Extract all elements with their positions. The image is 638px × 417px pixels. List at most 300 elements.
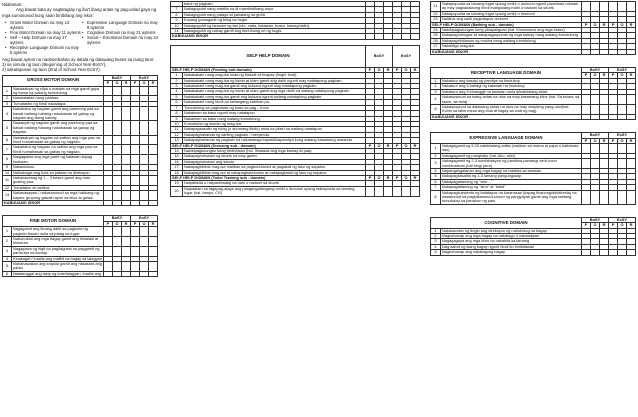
por-header-p: P <box>131 81 140 86</box>
score-cell[interactable] <box>103 246 112 256</box>
item-number: 12 <box>3 185 12 190</box>
score-cell[interactable] <box>599 250 608 255</box>
score-cell[interactable] <box>581 159 590 169</box>
item-text: Nakakakain nang mag-isa ng kanin at ulam gamit ang mga daliri na walang natatapong pagkain. <box>183 89 366 94</box>
item-number: 9 <box>171 18 183 23</box>
score-cell[interactable] <box>618 250 627 255</box>
score-cell[interactable] <box>121 121 130 135</box>
eosy-header: EoSY <box>609 68 636 73</box>
por-header-o: O <box>402 67 411 72</box>
score-cell[interactable] <box>103 145 112 155</box>
por-header-o: O <box>591 22 600 27</box>
score-cell[interactable] <box>609 104 618 114</box>
score-cell[interactable] <box>149 191 158 201</box>
por-header-o: O <box>140 221 149 226</box>
score-cell[interactable] <box>121 227 130 237</box>
score-cell[interactable] <box>627 104 636 114</box>
score-cell[interactable] <box>609 250 618 255</box>
score-cell[interactable] <box>140 262 149 272</box>
por-header-r: R <box>411 175 420 180</box>
score-cell[interactable] <box>149 155 158 165</box>
item-text: Kusang gumuguhit ng bilog na hugis. <box>183 18 366 23</box>
score-cell[interactable] <box>140 236 149 246</box>
item-text: Nakaaakyat ng hagdan na salitan ang mga paa na hindi humahawak sa gabay ng hagdan. <box>12 135 104 145</box>
item-text: Nakakakain nang mag-isa ng kanin at ulam gamit ang daliri ngunit may natatapong pagkain. <box>183 78 366 83</box>
score-cell[interactable] <box>393 34 402 39</box>
item-number: 9 <box>3 165 12 170</box>
item-text: Nakainom sa baso nang walang tumutulong. <box>183 116 366 121</box>
item-text: Nakasusunod sa dalawang antas na utos na may simpleng pang-ukol(hal. Kunin sa lalim mesa ang bola at ilagay sa loob ng bag). <box>441 104 582 114</box>
item-number: 5 <box>431 104 441 114</box>
score-cell[interactable] <box>140 200 149 205</box>
item-text: Nakaturo ang 5 binanggit na larawan mula ipinakikitang aklat. <box>441 89 582 94</box>
intro-eosy-text: 2) sakatapusan ng taon (End of School Year EoSY). <box>2 67 101 73</box>
score-cell[interactable] <box>581 190 590 204</box>
item-text: Nakapaghuhubad ang sando. <box>183 159 366 164</box>
item-text: Naaakyat ng hagdan gamit ang parehong paa sa bawat baitang habang nakahawak sa gabay ng hagdan. <box>12 121 104 135</box>
score-cell[interactable] <box>582 2 591 12</box>
score-cell[interactable] <box>149 227 158 237</box>
score-cell[interactable] <box>140 135 149 145</box>
por-header-p: P <box>609 73 618 78</box>
score-cell[interactable] <box>627 49 636 54</box>
item-number: 3 <box>171 84 183 89</box>
score-cell[interactable] <box>103 262 112 272</box>
item-text: Nakakakain nang mag-isa gamit ang kutsara ngunit may natatapong pagkain. <box>183 84 366 89</box>
score-cell[interactable] <box>609 49 618 54</box>
item-text: Nakikipagtulungan kung binibihisan (hal. Itinataas ang mga kamay at paa). <box>183 148 366 153</box>
item-text: Nakalalakad nang paatras. <box>12 96 104 101</box>
score-cell[interactable] <box>103 271 112 276</box>
score-cell[interactable] <box>140 271 149 276</box>
score-cell[interactable] <box>402 186 411 196</box>
score-cell[interactable] <box>112 121 121 135</box>
score-cell[interactable] <box>590 190 599 204</box>
expressive-language-table <box>430 132 636 205</box>
por-header-p: P <box>131 221 140 226</box>
item-number: 3 <box>431 159 441 169</box>
item-text: Naghahanap ang nakatagong bagay <box>441 250 582 255</box>
score-cell[interactable] <box>112 155 121 165</box>
item-number: 4 <box>3 107 12 121</box>
item-number: 1 <box>171 73 183 78</box>
por-header-p: P <box>103 81 112 86</box>
score-cell[interactable] <box>140 155 149 165</box>
item-text: Nakagagamit ng 5 20 nakikilalang salita (maliban sa mama at papa o katinlulad nito) <box>441 143 582 153</box>
score-cell[interactable] <box>131 107 140 121</box>
por-header-r: R <box>383 143 392 148</box>
column-1 <box>2 2 158 277</box>
item-text: Nakasundan ng tingin ang direksyon ng nahuhulog na bagay <box>441 228 582 233</box>
score-cell[interactable] <box>618 190 627 204</box>
item-number: 5 <box>171 94 183 99</box>
score-cell[interactable] <box>103 200 112 205</box>
score-cell[interactable] <box>112 145 121 155</box>
item-number: 5 <box>3 121 12 135</box>
score-cell[interactable] <box>103 236 112 246</box>
item-text: Nakaguguhit ng bahay gamit ang iba't-ibang uri ng hugis. <box>183 29 366 34</box>
total-row <box>431 114 636 119</box>
score-cell[interactable] <box>140 191 149 201</box>
score-cell[interactable] <box>627 190 636 204</box>
score-cell[interactable] <box>627 143 636 153</box>
item-text: Nakaguguhit ng larawan ng tao (ulo, mata, katawan, braso, kamay/daliri). <box>183 23 366 28</box>
domain-list-item: • Receptive Language Domain na may 5 aytems <box>4 45 81 55</box>
expressive-row <box>431 190 636 204</box>
score-cell[interactable] <box>112 175 121 185</box>
intro-title: Nilalaman: <box>2 2 23 7</box>
item-text: Nakaguguhit nang patayo at pahalang na guhit. <box>183 12 366 17</box>
score-cell[interactable] <box>103 227 112 237</box>
por-header-o: O <box>590 73 599 78</box>
score-cell[interactable] <box>599 159 608 169</box>
item-text: Nakaturo ang 5 bahagi ng katawan na tinutukoy. <box>441 84 582 89</box>
item-number: 4 <box>3 256 12 261</box>
score-cell[interactable] <box>384 34 393 39</box>
total-label: KABUUANG ISKOR <box>431 49 582 54</box>
score-cell[interactable] <box>121 262 130 272</box>
item-text: Nagagawa ng higit na pagkagusto sa paggamit ng particular na kamay. <box>12 246 104 256</box>
item-text: Nakaliligo mag-isa <box>441 44 582 49</box>
score-cell[interactable] <box>609 143 618 153</box>
item-number: 22 <box>431 11 441 16</box>
score-cell[interactable] <box>140 145 149 155</box>
score-cell[interactable] <box>149 135 158 145</box>
item-number: 13 <box>171 138 183 143</box>
score-cell[interactable] <box>131 246 140 256</box>
score-cell[interactable] <box>121 135 130 145</box>
por-header-p: P <box>393 175 402 180</box>
header-row <box>171 45 420 67</box>
score-cell[interactable] <box>149 145 158 155</box>
score-cell[interactable] <box>121 191 130 201</box>
score-cell[interactable] <box>112 86 121 96</box>
score-cell[interactable] <box>599 104 608 114</box>
domain-list-item: • Cognitive Domain na may 21 aytems <box>81 30 158 35</box>
item-text: Nakapagsasalin ng tubig (o anumang likido) mula sa pitsel na walang natatapon. <box>183 127 366 132</box>
total-row <box>431 49 636 54</box>
eosy-header: EoSY <box>131 75 158 80</box>
item-number: 8 <box>171 111 183 116</box>
score-cell[interactable] <box>149 246 158 256</box>
score-cell[interactable] <box>103 121 112 135</box>
gross-motor-row <box>3 191 158 201</box>
item-number: 21 <box>431 2 441 12</box>
item-text: Nakasusunod sa isang antas na utos na may kasamang kilos (hal. Sa bulaw, sa tasim, sa bola) <box>441 95 582 105</box>
score-cell[interactable] <box>131 145 140 155</box>
score-cell[interactable] <box>582 49 591 54</box>
por-header-p: P <box>365 143 374 148</box>
gross-motor-row <box>3 86 158 96</box>
item-number: 18 <box>171 170 183 175</box>
score-cell[interactable] <box>149 236 158 246</box>
score-cell[interactable] <box>590 250 599 255</box>
score-cell[interactable] <box>618 159 627 169</box>
score-cell[interactable] <box>121 200 130 205</box>
domain-list-item: • Fine Motor Domain na may 11 aytems <box>4 30 81 35</box>
item-number: 6 <box>431 179 441 184</box>
score-cell[interactable] <box>374 186 383 196</box>
score-cell[interactable] <box>131 155 140 165</box>
score-cell[interactable] <box>618 114 627 119</box>
score-cell[interactable] <box>149 271 158 276</box>
score-cell[interactable] <box>581 95 590 105</box>
eosy-header: EoSY <box>131 216 158 221</box>
por-header-p: P <box>393 67 402 72</box>
item-text: Nakakakain nang mag-isa lulad ng biskwit at tinapay (finger food). <box>183 73 366 78</box>
score-cell[interactable] <box>103 155 112 165</box>
gross-motor-table <box>2 75 158 207</box>
score-cell[interactable] <box>121 175 130 185</box>
score-cell[interactable] <box>131 175 140 185</box>
item-text: Nakalulukso. <box>12 165 104 170</box>
score-cell[interactable] <box>581 114 590 119</box>
score-cell[interactable] <box>383 186 392 196</box>
score-cell[interactable] <box>402 34 411 39</box>
score-cell[interactable] <box>121 271 130 276</box>
score-cell[interactable] <box>609 114 618 119</box>
por-header-r: R <box>383 175 392 180</box>
domain-list-item: • Social – Emotional Domain na may 24 aytems <box>81 35 158 45</box>
item-number: 25 <box>431 33 441 38</box>
por-header-r: R <box>383 67 392 72</box>
score-cell[interactable] <box>103 86 112 96</box>
fine-motor-row <box>3 227 158 237</box>
score-cell[interactable] <box>140 86 149 96</box>
score-cell[interactable] <box>600 49 609 54</box>
score-cell[interactable] <box>149 121 158 135</box>
por-header-o: O <box>374 143 383 148</box>
item-number: 19 <box>171 181 183 186</box>
eosy-header: EoSY <box>609 133 636 138</box>
item-number: 6 <box>171 100 183 105</box>
por-header-r: R <box>411 67 420 72</box>
score-cell[interactable] <box>599 95 608 105</box>
fine-motor-row <box>3 262 158 272</box>
item-number: 7 <box>431 185 441 190</box>
score-cell[interactable] <box>411 34 420 39</box>
score-cell[interactable] <box>112 236 121 246</box>
intro-bosy-text: 1) sa simula ng taon (Beginning of School Year-BoSY), <box>2 62 107 68</box>
score-cell[interactable] <box>365 186 374 196</box>
score-cell[interactable] <box>131 135 140 145</box>
gross-motor-row <box>3 175 158 185</box>
score-cell[interactable] <box>131 200 140 205</box>
receptive-row <box>431 95 636 105</box>
score-cell[interactable] <box>618 104 627 114</box>
por-header-r: R <box>627 22 636 27</box>
score-cell[interactable] <box>121 246 130 256</box>
item-text: Tumatakbo ng hindi nadadapa. <box>12 101 104 106</box>
score-cell[interactable] <box>140 175 149 185</box>
item-number: 2 <box>431 234 441 239</box>
item-number: 24 <box>431 28 441 33</box>
score-cell[interactable] <box>590 143 599 153</box>
item-number: 2 <box>3 96 12 101</box>
score-cell[interactable] <box>131 227 140 237</box>
score-cell[interactable] <box>112 271 121 276</box>
score-cell[interactable] <box>131 121 140 135</box>
score-cell[interactable] <box>600 2 609 12</box>
score-cell[interactable] <box>112 191 121 201</box>
self-help-table <box>170 45 420 197</box>
por-header-o: O <box>402 143 411 148</box>
score-cell[interactable] <box>112 262 121 272</box>
score-cell[interactable] <box>627 95 636 105</box>
item-text: Nagagagaya ang mga kilos na nakakita sa lamang <box>441 239 582 244</box>
score-cell[interactable] <box>112 246 121 256</box>
score-cell[interactable] <box>112 227 121 237</box>
score-cell[interactable] <box>581 250 590 255</box>
toilet-row <box>431 2 636 12</box>
score-cell[interactable] <box>581 143 590 153</box>
score-cell[interactable] <box>121 145 130 155</box>
score-cell[interactable] <box>609 159 618 169</box>
score-cell[interactable] <box>149 175 158 185</box>
toilet-row <box>171 186 420 196</box>
score-cell[interactable] <box>627 250 636 255</box>
score-cell[interactable] <box>375 34 384 39</box>
score-cell[interactable] <box>591 2 600 12</box>
item-text: Nakakakain nang mag-isa gamit ang kutsara ngunit walang natatapong pagkain. <box>183 94 366 99</box>
cognitive-table <box>430 217 636 256</box>
receptive-row <box>431 104 636 114</box>
score-cell[interactable] <box>627 159 636 169</box>
score-cell[interactable] <box>112 107 121 121</box>
total-label: KABUUANG ISKOR <box>171 34 366 39</box>
score-cell[interactable] <box>140 107 149 121</box>
score-cell[interactable] <box>590 95 599 105</box>
item-number: 8 <box>3 155 12 165</box>
item-text: Nakapaghahanda ng pagkain na nakabahagi kapatid/kapamilya kung walang kasamang matanda <box>183 138 366 143</box>
item-text: balot ng pagkain. <box>183 2 366 7</box>
score-cell[interactable] <box>590 159 599 169</box>
por-header-p: P <box>609 223 618 228</box>
score-cell[interactable] <box>590 104 599 114</box>
item-number: 11 <box>171 127 183 132</box>
por-header-p: P <box>365 67 374 72</box>
score-cell[interactable] <box>627 2 636 12</box>
item-number: 5 <box>3 262 12 272</box>
score-cell[interactable] <box>149 86 158 96</box>
score-cell[interactable] <box>103 175 112 185</box>
score-cell[interactable] <box>131 262 140 272</box>
score-cell[interactable] <box>591 49 600 54</box>
por-header-o: O <box>618 73 627 78</box>
por-header-r: R <box>599 223 608 228</box>
score-cell[interactable] <box>599 143 608 153</box>
bosy-header: BoSY <box>581 133 608 138</box>
eosy-header: EoSY <box>609 217 636 222</box>
item-number: 26 <box>431 38 441 43</box>
item-number: 5 <box>431 250 441 255</box>
item-text: Nakaaakyat ng silya o mataas na mga gamit gaya ng kama na walang tumutulong. <box>12 86 104 96</box>
item-number: 3 <box>431 239 441 244</box>
score-cell[interactable] <box>609 2 618 12</box>
total-label: KABUUANG ISKOR <box>431 114 582 119</box>
item-text: Nakapagtatanong ng "ano…" <box>441 179 582 184</box>
score-cell[interactable] <box>599 114 608 119</box>
por-header-r: R <box>149 81 158 86</box>
item-number: 2 <box>171 78 183 83</box>
item-number: 8 <box>171 12 183 17</box>
score-cell[interactable] <box>103 135 112 145</box>
total-label: KABUUANG ISKOR <box>3 200 104 205</box>
score-cell[interactable] <box>140 227 149 237</box>
intro-paragraph: Ang bawat bata ay nagtataglay ng iba't ibang antas ng pag-unlad gaya ng mga sumusunod kung saan binibilang ang iskor: <box>2 7 157 18</box>
item-text: Nakapaghihilamos ng mukha nang walang tumutulong <box>441 38 582 43</box>
score-cell[interactable] <box>590 114 599 119</box>
item-number: 10 <box>171 23 183 28</box>
score-cell[interactable] <box>149 107 158 121</box>
item-text: Nabubuklat ang mga bagay gamit ang hinlalaki at hintuturo. <box>12 236 104 246</box>
score-cell[interactable] <box>103 107 112 121</box>
score-cell[interactable] <box>149 200 158 205</box>
score-cell[interactable] <box>609 190 618 204</box>
score-cell[interactable] <box>618 95 627 105</box>
score-cell[interactable] <box>112 135 121 145</box>
score-cell[interactable] <box>609 95 618 105</box>
por-header-p: P <box>393 143 402 148</box>
score-cell[interactable] <box>366 34 375 39</box>
score-cell[interactable] <box>618 2 627 12</box>
score-cell[interactable] <box>411 186 420 196</box>
score-cell[interactable] <box>618 143 627 153</box>
score-cell[interactable] <box>140 246 149 256</box>
por-header-p: P <box>103 221 112 226</box>
domain-list-item: • Expressive Language Domain na may 8 aytems <box>81 20 158 30</box>
score-cell[interactable] <box>131 271 140 276</box>
score-cell[interactable] <box>581 104 590 114</box>
por-header-p: P <box>365 175 374 180</box>
score-cell[interactable] <box>131 236 140 246</box>
score-cell[interactable] <box>131 86 140 96</box>
score-cell[interactable] <box>599 190 608 204</box>
score-cell[interactable] <box>618 49 627 54</box>
item-number: 8 <box>431 190 441 204</box>
score-cell[interactable] <box>131 191 140 201</box>
bosy-header: BoSY <box>581 68 608 73</box>
score-cell[interactable] <box>140 121 149 135</box>
item-text: Tumatalon at umiikot. <box>12 185 104 190</box>
por-header-r: R <box>627 138 636 143</box>
intro <box>2 2 158 18</box>
por-header-p: P <box>581 138 590 143</box>
domain-list <box>4 20 158 55</box>
score-cell[interactable] <box>112 200 121 205</box>
score-cell[interactable] <box>149 262 158 272</box>
score-cell[interactable] <box>121 86 130 96</box>
item-text: Napangangalanan ang mga bagay na nakikita sa larawan <box>441 168 582 173</box>
column-2 <box>170 1 420 197</box>
score-cell[interactable] <box>121 236 130 246</box>
item-text: Nakasasayaw / nakasusunod sa mga hakbang ng sayaw, grupong gawain ayon sa kilos at galaw. <box>12 191 104 201</box>
eosy-header: EoSY <box>393 45 420 67</box>
item-number: 11 <box>3 175 12 185</box>
intro-record-text: Ang bawat aytem na naobserbahan ay itatala ng dalawang beses sa isang taon: <box>2 56 155 62</box>
item-number: 7 <box>171 7 183 12</box>
score-cell[interactable] <box>121 155 130 165</box>
item-text: Nag aabot ng isang bagay ngunit hindi ito binibitawan <box>441 244 582 249</box>
score-cell[interactable] <box>627 114 636 119</box>
item-text: Nahahawakan ang krayola gamit ang nakasara ang palad. <box>13 261 102 271</box>
score-cell[interactable] <box>103 191 112 201</box>
item-text: Naigagalaw ang mga parte ng katawan kapag inutusan. <box>12 155 104 165</box>
score-cell[interactable] <box>121 107 130 121</box>
bosy-header: BoSY <box>365 45 392 67</box>
por-header-p: P <box>609 22 618 27</box>
score-cell[interactable] <box>393 186 402 196</box>
